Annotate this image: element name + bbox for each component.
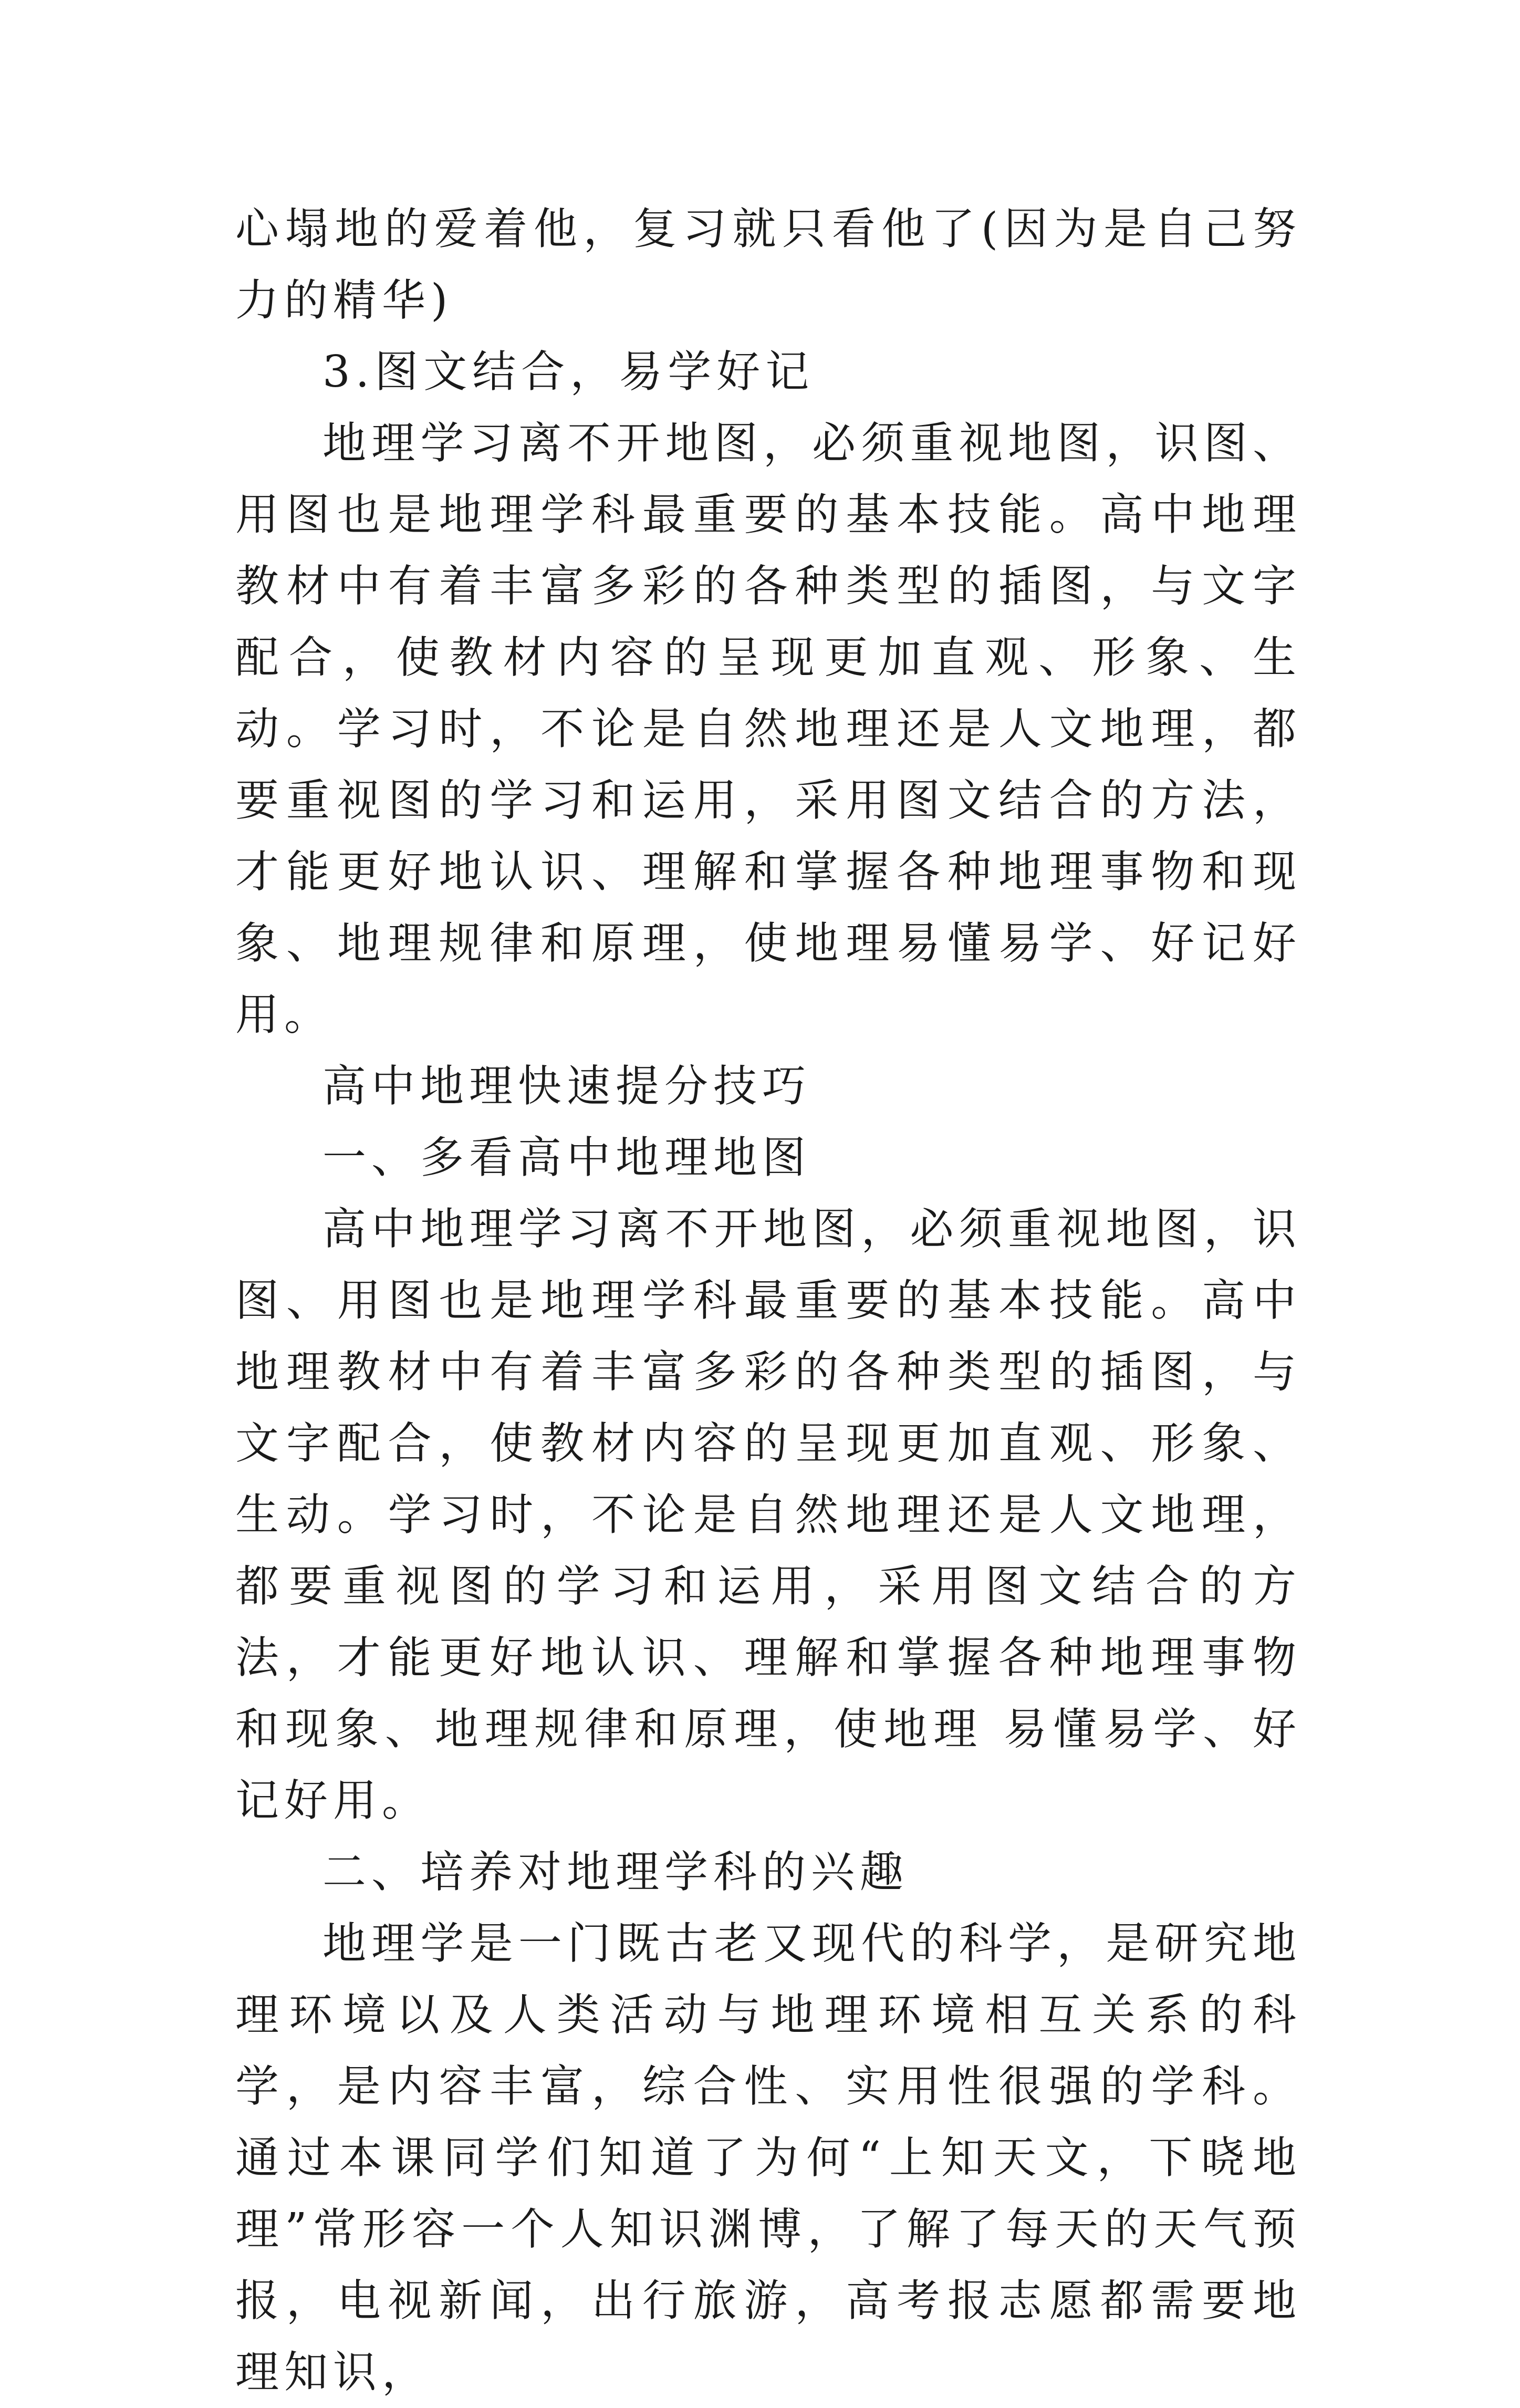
- section-heading-image-text: 3.图文结合，易学好记: [322, 346, 815, 397]
- paragraph-geography-science: 地理学是一门既古老又现代的科学，是研究地理环境以及人类活动与地理环境相互关系的科学，是内容丰富，综合性、实用性很强的学科。通过本课同学们知道了为何“上知天文，下晓地理”常形容一个人知识渊博，了解了每天的天气预报，电视新闻，出行旅游，高考报志愿都需要地理知识，: [235, 1918, 1302, 2397]
- document-body: [235, 193, 1302, 2408]
- paragraph-high-school-maps: 高中地理学习离不开地图，必须重视地图，识图、用图也是地理学科最重要的基本技能。高中地理教材中有着丰富多彩的各种类型的插图，与文字配合，使教材内容的呈现更加直观、形象、生动。学习时，不论是自然地理还是人文地理，都要重视图的学习和运用，采用图文结合的方法，才能更好地认识、理解和掌握各种地理事物和现象、地理规律和原理，使地理 易懂易学、好记好用。: [235, 1203, 1302, 1826]
- paragraph-map-importance: 地理学习离不开地图，必须重视地图，识图、用图也是地理学科最重要的基本技能。高中地理教材中有着丰富多彩的各种类型的插图，与文字配合，使教材内容的呈现更加直观、形象、生动。学习时，不论是自然地理还是人文地理，都要重视图的学习和运用，采用图文结合的方法，才能更好地认识、理解和掌握各种地理事物和现象、地理规律和原理，使地理易懂易学、好记好用。: [235, 418, 1302, 1040]
- section-heading-score-tips: 高中地理快速提分技巧: [322, 1061, 811, 1112]
- subsection-heading-interest: 二、培养对地理学科的兴趣: [322, 1846, 909, 1897]
- subsection-heading-maps: 一、多看高中地理地图: [322, 1132, 811, 1183]
- paragraph-continuation: 心塌地的爱着他，复习就只看他了(因为是自己努力的精华): [235, 203, 1302, 326]
